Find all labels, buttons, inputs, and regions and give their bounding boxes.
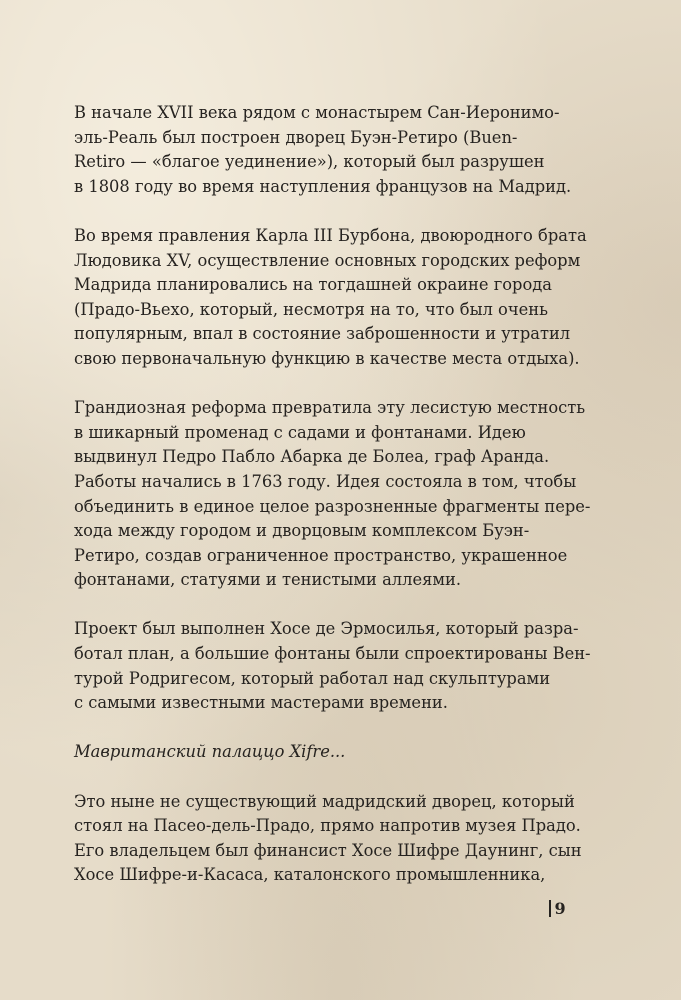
paragraph-hermosilla	[74, 617, 614, 715]
text-line: в шикарный променад с садами и фонтанами. Идею	[74, 422, 526, 442]
text-line: Ретиро, создав ограниченное пространство, украшенное	[74, 545, 568, 565]
subheading-xifre-palace	[74, 740, 614, 765]
text-line: Его владельцем был финансист Хосе Шифре Даунинг, сын	[74, 840, 582, 860]
text-line: фонтанами, статуями и тенистыми аллеями.	[74, 570, 462, 590]
text-line: ботал план, а большие фонтаны были спроектированы Вен-	[74, 644, 591, 664]
text-line: Людовика XV, осуществление основных городских реформ	[74, 250, 581, 270]
text-line: Retiro — «благое уединение»), который был разрушен	[74, 152, 545, 172]
text-line: объединить в единое целое разрозненные фрагменты пере-	[74, 496, 591, 516]
paragraph-buen-retiro	[74, 101, 614, 199]
paragraph-xifre	[74, 790, 614, 888]
text-line: Мадрида планировались на тогдашней окраине города	[74, 275, 552, 295]
text-line: (Прадо-Вьехо, который, несмотря на то, что был очень	[74, 299, 548, 319]
text-line: В начале XVII века рядом с монастырем Сан-Иеронимо-	[74, 103, 560, 122]
text-line: выдвинул Педро Пабло Абарка де Болеа, граф Аранда.	[74, 447, 550, 467]
text-line: хода между городом и дворцовым комплексом Буэн-	[74, 521, 530, 541]
text-line: эль-Реаль был построен дворец Буэн-Ретиро (Buen-	[74, 127, 518, 147]
text-line: свою первоначальную функцию в качестве места отдыха).	[74, 348, 580, 368]
text-line: стоял на Пасео-дель-Прадо, прямо напротив музея Прадо.	[74, 816, 581, 836]
text-line: в 1808 году во время наступления французов на Мадрид.	[74, 176, 572, 196]
text-line: Мавританский палаццо Xifre...	[74, 742, 346, 762]
text-line: с самыми известными мастерами времени.	[74, 693, 448, 713]
text-line: Проект был выполнен Хосе де Эрмосилья, который разра-	[74, 619, 579, 639]
page-number-rule	[549, 900, 551, 917]
text-line: Во время правления Карла III Бурбона, двоюродного брата	[74, 225, 587, 245]
text-line: Работы начались в 1763 году. Идея состояла в том, чтобы	[74, 471, 577, 491]
body-text	[74, 101, 614, 913]
paragraph-reform	[74, 396, 614, 593]
paragraph-carlos-iii	[74, 224, 614, 372]
text-line: Хосе Шифре-и-Касаса, каталонского промышленника,	[74, 865, 546, 885]
text-line: Грандиозная реформа превратила эту лесистую местность	[74, 398, 586, 418]
text-line: популярным, впал в состояние заброшенности и утратил	[74, 324, 571, 344]
text-line: турой Родригесом, который работал над скульптурами	[74, 668, 551, 688]
page-number-value: 9	[554, 899, 566, 918]
text-line: Это ныне не существующий мадридский дворец, который	[74, 791, 575, 811]
page-number	[549, 899, 566, 918]
